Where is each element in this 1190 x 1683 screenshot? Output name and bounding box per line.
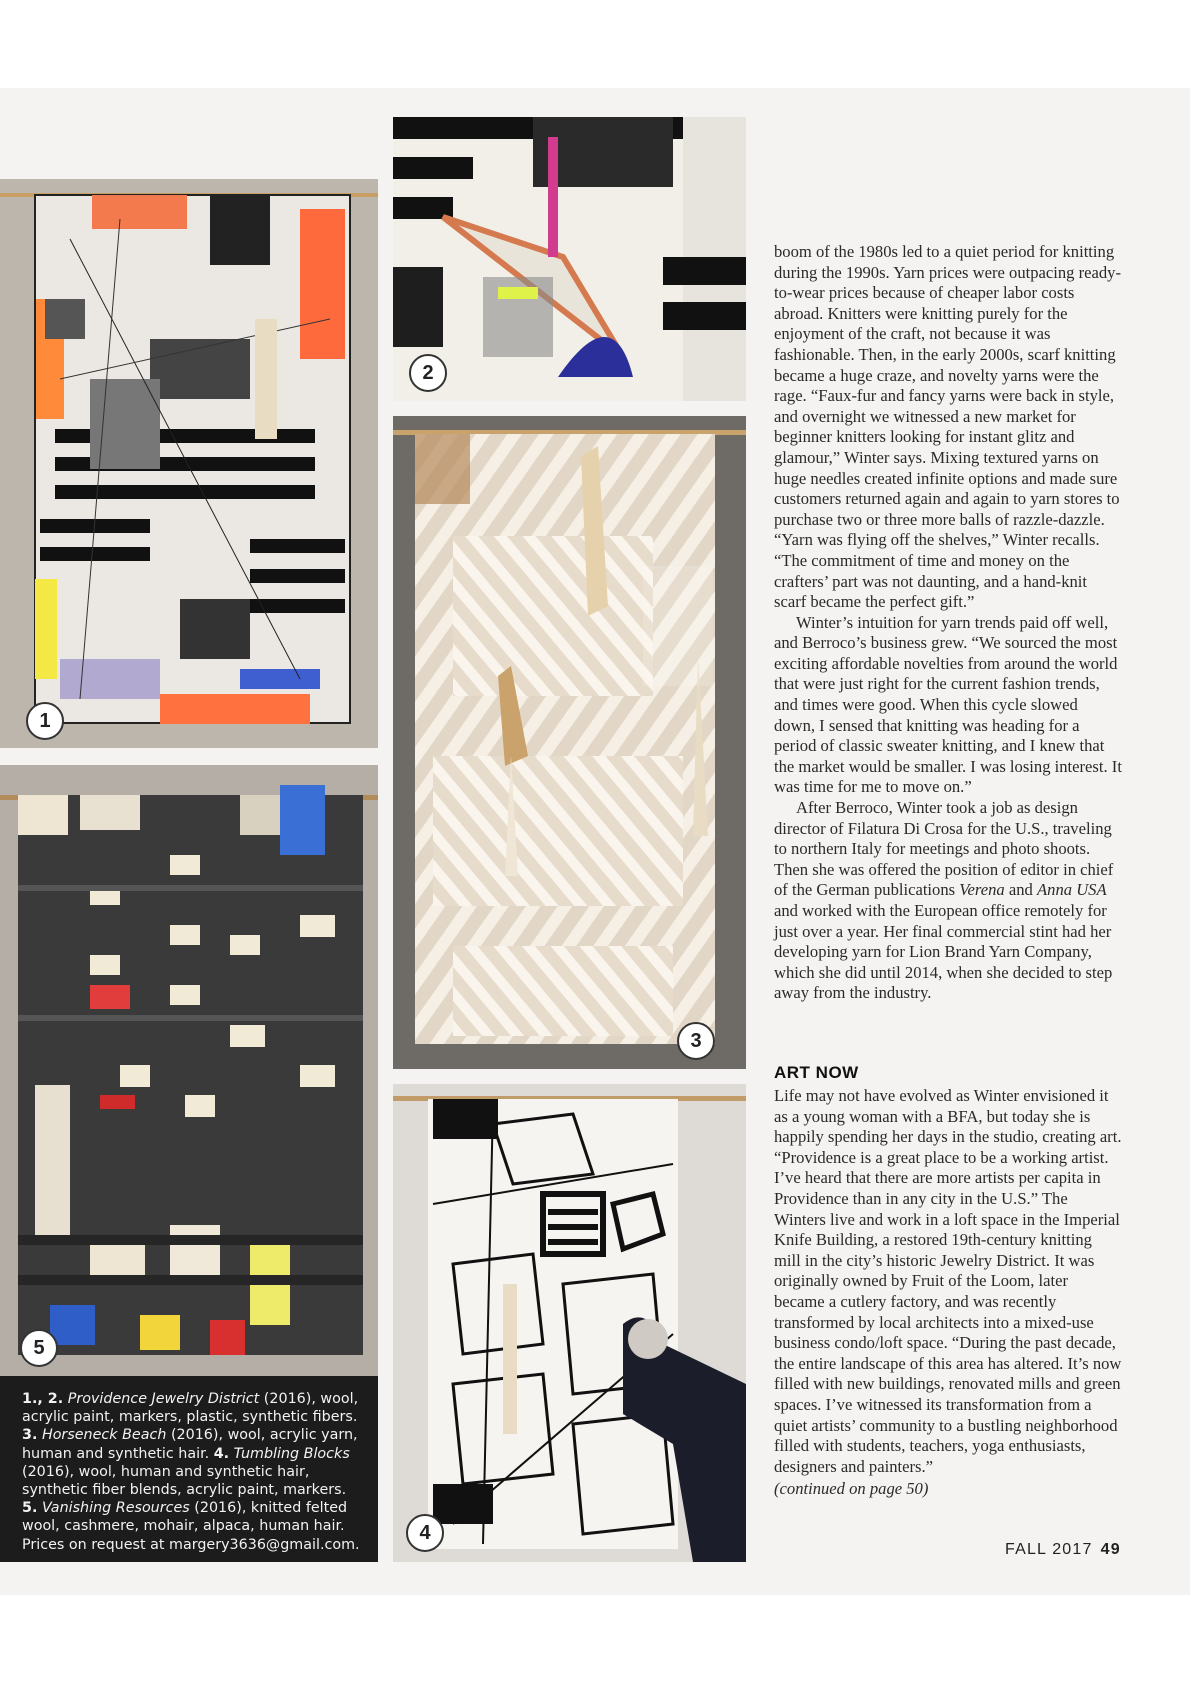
article-paragraph-3-and: and	[1008, 880, 1033, 900]
caption-3-number: 3.	[22, 1427, 38, 1444]
article-paragraph-3-start: After Berroco, Winter took a job as design director of Filatura Di Crosa for the U.S., traveling to northern Italy for meetings and photo shoots. Then she was offered the position of editor in chief of the German publications	[774, 798, 1114, 900]
caption-1-2-details: (2016), wool, acrylic paint, markers, plastic, synthetic fibers.	[22, 1391, 359, 1426]
publication-anna-usa: Anna USA	[1037, 880, 1107, 900]
article-column-top	[774, 242, 1122, 1004]
photo-5-artwork	[0, 765, 378, 1376]
article-column-bottom	[774, 1086, 1122, 1500]
photo-3-artwork	[393, 416, 746, 1069]
caption-1-2-numbers: 1., 2.	[22, 1391, 64, 1407]
caption-5-number: 5.	[22, 1500, 38, 1517]
article-paragraph-3	[774, 798, 1122, 1004]
caption-4-title: Tumbling Blocks	[233, 1445, 350, 1462]
caption-3-title: Horseneck Beach	[41, 1427, 167, 1444]
photo-2-artwork	[393, 117, 746, 401]
photo-4-artwork	[393, 1084, 746, 1562]
photo-5-number-badge: 5	[20, 1329, 58, 1367]
photo-1-number-badge: 1	[26, 702, 64, 740]
publication-verena: Verena	[959, 880, 1005, 900]
article-paragraph-4: Life may not have evolved as Winter envisioned it as a young woman with a BFA, but today she is happily spending her days in the studio, creating art. “Providence is a great place to be a working artist. I’ve heard that there are more artists per capita in Providence than in any city in the U.S.” The Winters live and work in a loft space in the Imperial Knife Building, a restored 19th-century knitting mill in the city’s historic Jewelry District. It was originally owned by Fruit of the Loom, later became a cutlery factory, and was recently transformed by local architects into a mixed-use business condo/loft space. “During the past decade, the entire landscape of this area has altered. It’s now filled with new buildings, renovated mills and green spaces. I’ve witnessed its transformation from a quiet artists’ community to a bustling neighborhood filled with students, teachers, yoga enthusiasts, designers and painters.”	[774, 1086, 1122, 1476]
caption-4-number: 4.	[213, 1445, 230, 1462]
photo-captions	[0, 1376, 378, 1562]
article-paragraph-3-end: and worked with the European office remotely for just over a year. Her final commercial stint had her developing yarn for Lion Brand Yarn Company, which she did until 2014, when she decided to step away from the industry.	[774, 901, 1113, 1003]
photo-1-artwork	[0, 179, 378, 748]
caption-5-details: (2016), knitted felted wool, cashmere, mohair, alpaca, human hair. Prices on request at margery3636@gmail.com.	[22, 1500, 360, 1553]
photo-2-number-badge: 2	[409, 354, 447, 392]
issue-label: FALL 2017	[1005, 1541, 1093, 1558]
caption-3-details: (2016), wool, acrylic yarn, human and synthetic hair.	[22, 1427, 358, 1462]
page-folio	[1005, 1541, 1121, 1559]
continued-note: (continued on page 50)	[774, 1479, 929, 1499]
photo-3-number-badge: 3	[677, 1022, 715, 1060]
page-number: 49	[1100, 1541, 1121, 1558]
caption-4-details: (2016), wool, human and synthetic hair, synthetic fiber blends, acrylic paint, markers.	[22, 1463, 347, 1499]
photo-4-number-badge: 4	[406, 1514, 444, 1552]
caption-5-title: Vanishing Resources	[41, 1500, 190, 1517]
section-heading-art-now: ART NOW	[774, 1063, 859, 1082]
article-paragraph-2: Winter’s intuition for yarn trends paid off well, and Berroco’s business grew. “We sourced the most exciting affordable novelties from around the world that were just right for the current fashion trends, and times were good. When this cycle slowed down, I sensed that knitting was heading for a period of classic sweater knitting, and I knew that the market would be smaller. I was losing interest. It was time for me to move on.”	[774, 612, 1122, 797]
caption-1-2-title: Providence Jewelry District	[67, 1391, 260, 1407]
article-paragraph-1: boom of the 1980s led to a quiet period for knitting during the 1990s. Yarn prices were outpacing ready-to-wear prices because of cheaper labor costs abroad. Knitters were knitting purely for the enjoyment of the craft, not because it was fashionable. Then, in the early 2000s, scarf knitting became a huge craze, and novelty yarns were the rage. “Faux-fur and fancy yarns were back in style, and overnight we witnessed a new market for beginner knitters looking for instant glitz and glamour,” Winter says. Mixing textured yarns on huge needles created infinite options and made sure customers returned again and again to yarn stores to purchase two or three more balls of razzle-dazzle. “Yarn was flying off the shelves,” Winter recalls. “The commitment of time and money on the crafters’ part was not daunting, and a hand-knit scarf became the perfect gift.”	[774, 242, 1121, 612]
